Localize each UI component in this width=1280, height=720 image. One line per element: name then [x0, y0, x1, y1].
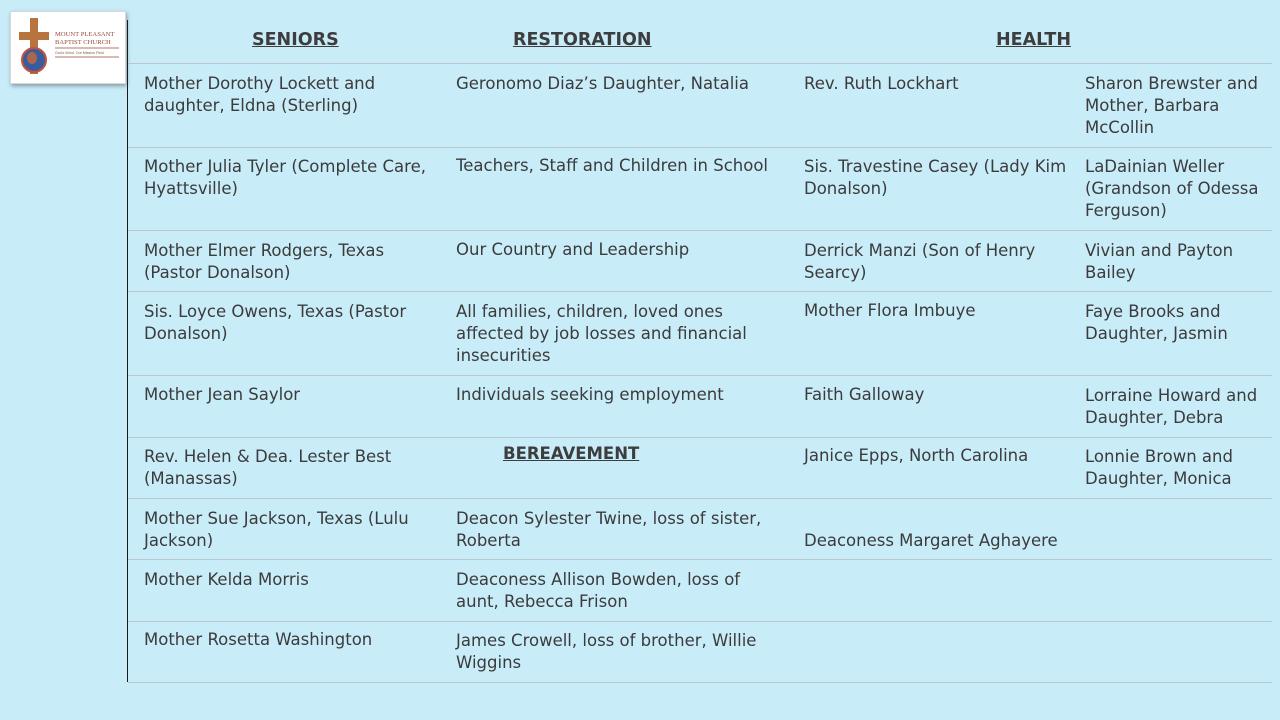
- restoration-cell: All families, children, loved ones affected by job losses and financial insecurities: [456, 302, 747, 365]
- row-divider: [128, 63, 1272, 64]
- health-cell: Lonnie Brown and Daughter, Monica: [1085, 447, 1233, 488]
- restoration-cell: Geronomo Diaz’s Daughter, Natalia: [456, 74, 749, 93]
- restoration-cell: Our Country and Leadership: [456, 240, 690, 259]
- seniors-cell: Mother Elmer Rodgers, Texas (Pastor Donalson): [144, 241, 385, 282]
- health-cell: Janice Epps, North Carolina: [804, 446, 1029, 465]
- header-bereavement: BEREAVEMENT: [503, 444, 640, 463]
- bereavement-cell: James Crowell, loss of brother, Willie Wiggins: [456, 631, 757, 672]
- seniors-cell: Mother Kelda Morris: [144, 570, 309, 589]
- row-divider: [128, 375, 1272, 376]
- row-divider: [128, 230, 1272, 231]
- row-divider: [128, 621, 1272, 622]
- bereavement-cell: Deacon Sylester Twine, loss of sister, Roberta: [456, 509, 762, 550]
- church-logo: [10, 11, 126, 84]
- header-seniors: SENIORS: [252, 30, 339, 50]
- row-divider: [128, 682, 1272, 683]
- health-cell: LaDainian Weller (Grandson of Odessa Ferguson): [1085, 157, 1259, 220]
- header-restoration: RESTORATION: [513, 30, 652, 50]
- seniors-cell: Sis. Loyce Owens, Texas (Pastor Donalson): [144, 302, 407, 343]
- health-cell: Deaconess Margaret Aghayere: [804, 531, 1058, 550]
- seniors-cell: Mother Dorothy Lockett and daughter, Eldna (Sterling): [144, 74, 376, 115]
- seniors-cell: Mother Sue Jackson, Texas (Lulu Jackson): [144, 509, 409, 550]
- health-cell: Lorraine Howard and Daughter, Debra: [1085, 386, 1258, 427]
- health-cell: Faith Galloway: [804, 385, 925, 404]
- seniors-cell: Rev. Helen & Dea. Lester Best (Manassas): [144, 447, 392, 488]
- seniors-cell: Mother Rosetta Washington: [144, 630, 373, 649]
- left-divider: [127, 20, 128, 682]
- seniors-cell: Mother Julia Tyler (Complete Care, Hyattsville): [144, 157, 426, 198]
- row-divider: [128, 147, 1272, 148]
- restoration-cell: Teachers, Staff and Children in School: [456, 156, 769, 175]
- logo-line1: MOUNT PLEASANT: [55, 31, 115, 38]
- bereavement-cell: Deaconess Allison Bowden, loss of aunt, Rebecca Frison: [456, 570, 741, 611]
- health-cell: Sharon Brewster and Mother, Barbara McCollin: [1085, 74, 1258, 137]
- restoration-cell: Individuals seeking employment: [456, 385, 724, 404]
- health-cell: Sis. Travestine Casey (Lady Kim Donalson): [804, 157, 1067, 198]
- row-divider: [128, 559, 1272, 560]
- row-divider: [128, 498, 1272, 499]
- health-cell: Faye Brooks and Daughter, Jasmin: [1085, 302, 1228, 343]
- health-cell: Vivian and Payton Bailey: [1085, 241, 1234, 282]
- logo-tagline: God's Word, Our Mission Field: [55, 51, 104, 55]
- seniors-cell: Mother Jean Saylor: [144, 385, 301, 404]
- health-cell: Derrick Manzi (Son of Henry Searcy): [804, 241, 1036, 282]
- row-divider: [128, 291, 1272, 292]
- health-cell: Rev. Ruth Lockhart: [804, 74, 959, 93]
- health-cell: Mother Flora Imbuye: [804, 301, 976, 320]
- logo-line2: BAPTIST CHURCH: [55, 39, 111, 46]
- header-health: HEALTH: [996, 30, 1071, 50]
- row-divider: [128, 437, 1272, 438]
